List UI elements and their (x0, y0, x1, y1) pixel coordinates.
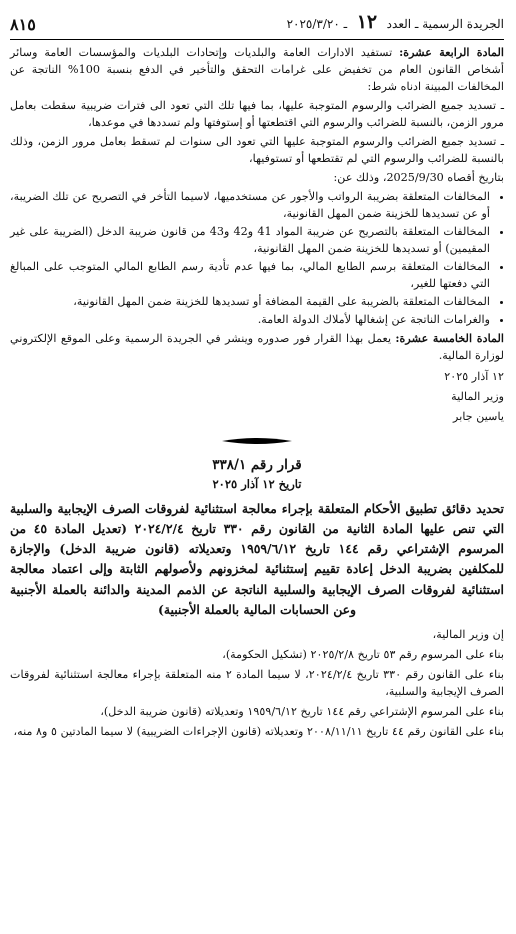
gazette-title: الجريدة الرسمية ـ العدد (386, 17, 504, 31)
condition-2: ـ تسديد جميع الضرائب والرسوم المتوجبة عليها التي تعود الى سنوات لم تسقط بعامل مرور الزمن، وذلك بالنسبة للضرائب والرسوم التي لم تقتطعها أو تستوفيها، (10, 134, 504, 165)
article-15-label: المادة الخامسة عشرة: (395, 331, 504, 346)
issue-number: ١٢ (356, 11, 378, 33)
decision-number: قرار رقم ٣٣٨/١ (212, 457, 302, 474)
gazette-title-group (287, 8, 504, 37)
recital: بناء على المرسوم رقم ٥٣ تاريخ ٢٠٢٥/٢/٨ (تشكيل الحكومة)، (222, 647, 504, 661)
violations-list (10, 188, 504, 328)
page-header (10, 8, 504, 40)
condition-1: ـ تسديد جميع الضرائب والرسوم المتوجبة عليها، بما فيها تلك التي تعود الى فترات ضريبية سقطت بعامل مرور الزمن، بالنسبة للضرائب والرسوم التي اقتطعتها أو إستوفتها ولم تسددها في موعدها، (10, 98, 504, 129)
list-item: • المخالفات المتعلقة بضريبة الرواتب والأجور عن مستخدميها، لاسيما التأخر في التصريح عن تلك الضريبة، أو عن تسديدها للخزينة ضمن المهل القانونية، (10, 188, 490, 222)
divider-ornament-icon (222, 437, 292, 445)
deadline-text: بتاريخ أقصاه 2025/9/30، وذلك عن: (333, 170, 504, 184)
decision-date: تاريخ ١٢ آذار ٢٠٢٥ (212, 476, 302, 491)
section-divider (10, 437, 504, 445)
signature-date: ١٢ آذار ٢٠٢٥ (444, 370, 504, 384)
recital: إن وزير المالية، (432, 627, 504, 641)
article-15 (10, 330, 504, 364)
signature-name: ياسين جابر (453, 410, 504, 424)
page-number: ٨١٥ (10, 14, 36, 34)
recital: بناء على القانون رقم ٤٤ تاريخ ٢٠٠٨/١١/١١ وتعديلاته (قانون الإجراءات الضريبية) لا سيما المادتين ٥ و٨ منه، (13, 724, 504, 738)
list-item: • المخالفات المتعلقة برسم الطابع المالي، بما فيها عدم تأدية رسم الطابع المالي المتوجب على المبالغ التي دفعتها للغير، (10, 258, 490, 292)
issue-date: ـ ٢٠٢٥/٣/٢٠ (286, 17, 348, 31)
list-item: • المخالفات المتعلقة بالضريبة على القيمة المضافة أو تسديدها للخزينة ضمن المهل القانونية، (10, 293, 490, 310)
signature-block (10, 368, 504, 425)
recital: بناء على المرسوم الإشتراعي رقم ١٤٤ تاريخ ١٩٥٩/٦/١٢ وتعديلاته (قانون ضريبة الدخل)، (100, 704, 504, 718)
decision-heading (10, 455, 504, 493)
article-15-text: يعمل بهذا القرار فور صدوره وينشر في الجريدة الرسمية وعلى الموقع الإلكتروني لوزارة المالية. (10, 332, 504, 363)
article-14 (10, 44, 504, 328)
list-item: • المخالفات المتعلقة بالتصريح عن ضريبة المواد 41 و42 و43 من قانون ضريبة الدخل (الضريبة على غير المقيمين) أو تسديدها للخزينة ضمن المهل القانونية، (10, 223, 490, 257)
article-14-label: المادة الرابعة عشرة: (399, 44, 504, 59)
decision-title: تحديد دقائق تطبيق الأحكام المتعلقة بإجراء معالجة استثنائية لفروقات الصرف الإيجابية والسلبية التي تنص عليها المادة الثانية من القانون رقم ٣٣٠ تاريخ ٢٠٢٤/٢/٤ (تعديل المادة ٤٥ من المرسوم الإشتراعي رقم ١٤٤ تاريخ ١٩٥٩/٦/١٢ وتعديلاته (قانون ضريبة الدخل) والإجازة للمكلفين بضريبة الدخل إعادة تقييم إستثنائية لمخزونهم ولأصولهم الثابتة وإلى اعتماد معالجة استثنائية لفروقات الصرف الإيجابية والسلبية الناتجة عن الذمم المدينة والدائنة بالعملة الأجنبية وعن الحسابات المالية بالعملة الأجنبية) (10, 501, 505, 617)
list-item: • والغرامات الناتجة عن إشغالها لأملاك الدولة العامة. (10, 311, 490, 328)
recital: بناء على القانون رقم ٣٣٠ تاريخ ٢٠٢٤/٢/٤، لا سيما المادة ٢ منه المتعلقة بإجراء معالجة استثنائية لفروقات الصرف الإيجابية والسلبية، (10, 667, 504, 698)
signature-title: وزير المالية (451, 390, 504, 404)
article-14-intro (10, 44, 504, 95)
article-14-text: تستفيد الادارات العامة والبلديات وإتحادات البلديات والمؤسسات العامة وسائر أشخاص القانون العام من تخفيض على غرامات التحقق والتأخير في الدفع بنسبة 100% الناتجة عن المخالفات المبينة ادناه شرط: (10, 45, 505, 93)
decision-recitals (10, 626, 504, 740)
